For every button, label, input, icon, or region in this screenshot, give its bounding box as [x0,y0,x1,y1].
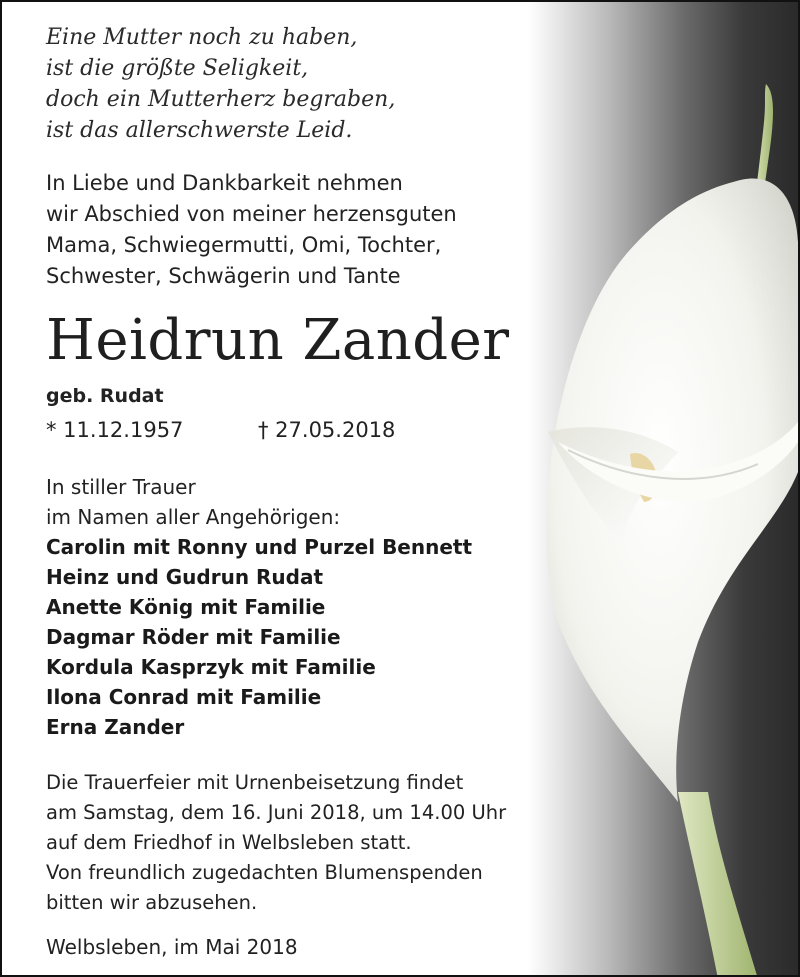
mourning-line: In stiller Trauer [46,475,196,499]
family-member: Ilona Conrad mit Familie [46,685,322,709]
place-and-date: Welbsleben, im Mai 2018 [46,935,298,959]
calla-lily-image [528,2,798,975]
ceremony-details [46,768,506,918]
family-member: Anette König mit Familie [46,595,326,619]
memorial-poem [46,22,395,146]
poem-line: doch ein Mutterherz begraben, [46,87,396,112]
ceremony-line: am Samstag, dem 16. Juni 2018, um 14.00 Uhr [46,801,507,824]
family-member: Kordula Kasprzyk mit Familie [46,655,376,679]
ceremony-line: bitten wir abzusehen. [46,891,258,914]
family-member: Dagmar Röder mit Familie [46,625,341,649]
poem-line: Eine Mutter noch zu haben, [46,25,358,50]
family-member: Heinz und Gudrun Rudat [46,565,324,589]
family-list [46,532,472,742]
ceremony-line: Von freundlich zugedachten Blumenspenden [46,861,483,884]
mourning-statement [46,472,340,532]
family-member: Carolin mit Ronny und Purzel Bennett [46,535,473,559]
birth-date: * 11.12.1957 [46,418,184,442]
intro-line: Mama, Schwiegermutti, Omi, Tochter, [46,233,442,257]
birth-name: geb. Rudat [46,385,164,407]
intro-line: wir Abschied von meiner herzensguten [46,202,457,226]
ceremony-line: Die Trauerfeier mit Urnenbeisetzung findet [46,771,464,794]
death-date: † 27.05.2018 [258,418,396,442]
deceased-name: Heidrun Zander [46,308,510,373]
life-dates [46,415,396,445]
mourning-line: im Namen aller Angehörigen: [46,505,341,529]
intro-line: Schwester, Schwägerin und Tante [46,264,401,288]
poem-line: ist die größte Seligkeit, [46,56,309,81]
farewell-intro [46,168,457,292]
poem-line: ist das allerschwerste Leid. [46,118,353,143]
calla-lily-icon [528,2,798,977]
ceremony-line: auf dem Friedhof in Welbsleben statt. [46,831,412,854]
family-member: Erna Zander [46,715,185,739]
intro-line: In Liebe und Dankbarkeit nehmen [46,171,403,195]
